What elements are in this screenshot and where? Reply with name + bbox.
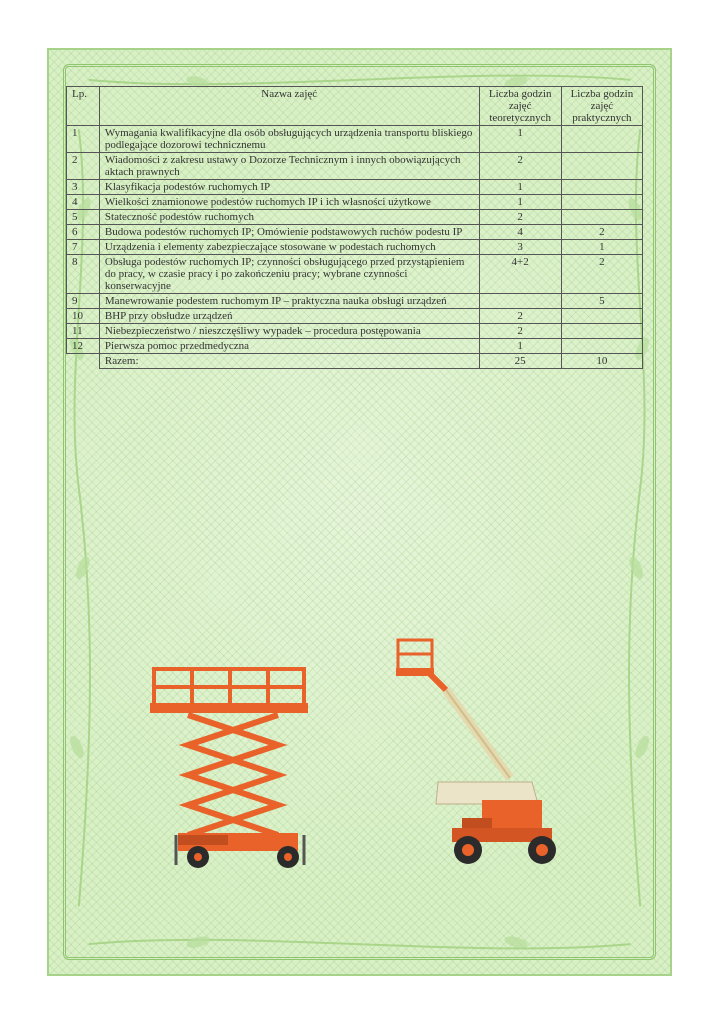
row-name: Manewrowanie podestem ruchomym IP – praktyczna nauka obsługi urządzeń bbox=[99, 294, 479, 309]
row-theory-hours: 1 bbox=[479, 339, 561, 354]
row-number: 9 bbox=[67, 294, 100, 309]
row-theory-hours: 2 bbox=[479, 153, 561, 180]
row-number: 3 bbox=[67, 180, 100, 195]
row-name: Budowa podestów ruchomych IP; Omówienie podstawowych ruchów podestu IP bbox=[99, 225, 479, 240]
row-name: Niebezpieczeństwo / nieszczęśliwy wypadek – procedura postępowania bbox=[99, 324, 479, 339]
header-lp: Lp. bbox=[67, 87, 100, 126]
row-practice-hours: 2 bbox=[561, 255, 642, 294]
row-number: 11 bbox=[67, 324, 100, 339]
row-name: Wymagania kwalifikacyjne dla osób obsługujących urządzenia transportu bliskiego podlegające dozorowi technicznemu bbox=[99, 126, 479, 153]
row-number: 7 bbox=[67, 240, 100, 255]
row-practice-hours bbox=[561, 195, 642, 210]
total-practice: 10 bbox=[561, 354, 642, 369]
row-number: 5 bbox=[67, 210, 100, 225]
header-theory: Liczba godzin zajęć teoretycznych bbox=[479, 87, 561, 126]
table-row bbox=[67, 126, 643, 153]
table-row bbox=[67, 339, 643, 354]
row-number: 1 bbox=[67, 126, 100, 153]
row-name: Urządzenia i elementy zabezpieczające stosowane w podestach ruchomych bbox=[99, 240, 479, 255]
row-name: Stateczność podestów ruchomych bbox=[99, 210, 479, 225]
row-theory-hours: 4+2 bbox=[479, 255, 561, 294]
row-practice-hours bbox=[561, 210, 642, 225]
table-row bbox=[67, 240, 643, 255]
boom-lift-image bbox=[392, 628, 562, 876]
row-number: 10 bbox=[67, 309, 100, 324]
row-theory-hours: 3 bbox=[479, 240, 561, 255]
row-theory-hours: 2 bbox=[479, 324, 561, 339]
row-name: Wielkości znamionowe podestów ruchomych IP i ich własności użytkowe bbox=[99, 195, 479, 210]
table-row bbox=[67, 225, 643, 240]
row-number: 4 bbox=[67, 195, 100, 210]
row-theory-hours: 4 bbox=[479, 225, 561, 240]
table-row bbox=[67, 180, 643, 195]
row-practice-hours bbox=[561, 180, 642, 195]
row-practice-hours bbox=[561, 153, 642, 180]
row-name: Klasyfikacja podestów ruchomych IP bbox=[99, 180, 479, 195]
table-body bbox=[67, 126, 643, 354]
table-row bbox=[67, 294, 643, 309]
row-practice-hours: 1 bbox=[561, 240, 642, 255]
row-theory-hours: 2 bbox=[479, 210, 561, 225]
row-number: 12 bbox=[67, 339, 100, 354]
total-row bbox=[67, 354, 643, 369]
row-number: 6 bbox=[67, 225, 100, 240]
row-number: 8 bbox=[67, 255, 100, 294]
header-practice: Liczba godzin zajęć praktycznych bbox=[561, 87, 642, 126]
table-row bbox=[67, 153, 643, 180]
row-theory-hours: 1 bbox=[479, 180, 561, 195]
table-header-row bbox=[67, 87, 643, 126]
row-practice-hours: 2 bbox=[561, 225, 642, 240]
table-row bbox=[67, 309, 643, 324]
row-theory-hours: 1 bbox=[479, 195, 561, 210]
row-practice-hours bbox=[561, 324, 642, 339]
row-name: Wiadomości z zakresu ustawy o Dozorze Technicznym i innych obowiązujących aktach prawnych bbox=[99, 153, 479, 180]
header-name: Nazwa zajęć bbox=[99, 87, 479, 126]
row-practice-hours bbox=[561, 126, 642, 153]
total-theory: 25 bbox=[479, 354, 561, 369]
total-label: Razem: bbox=[99, 354, 479, 369]
table-row bbox=[67, 255, 643, 294]
table-row bbox=[67, 195, 643, 210]
row-number: 2 bbox=[67, 153, 100, 180]
row-practice-hours bbox=[561, 309, 642, 324]
row-practice-hours bbox=[561, 339, 642, 354]
course-hours-table bbox=[66, 86, 643, 369]
row-name: BHP przy obsłudze urządzeń bbox=[99, 309, 479, 324]
scissor-lift-image bbox=[148, 655, 323, 877]
row-name: Pierwsza pomoc przedmedyczna bbox=[99, 339, 479, 354]
row-practice-hours: 5 bbox=[561, 294, 642, 309]
row-theory-hours bbox=[479, 294, 561, 309]
row-name: Obsługa podestów ruchomych IP; czynności obsługującego przed przystąpieniem do pracy, w czasie pracy i po zakończeniu pracy; wybrane czynności konserwacyjne bbox=[99, 255, 479, 294]
table-row bbox=[67, 210, 643, 225]
row-theory-hours: 1 bbox=[479, 126, 561, 153]
total-blank-cell bbox=[67, 354, 100, 369]
table-row bbox=[67, 324, 643, 339]
row-theory-hours: 2 bbox=[479, 309, 561, 324]
